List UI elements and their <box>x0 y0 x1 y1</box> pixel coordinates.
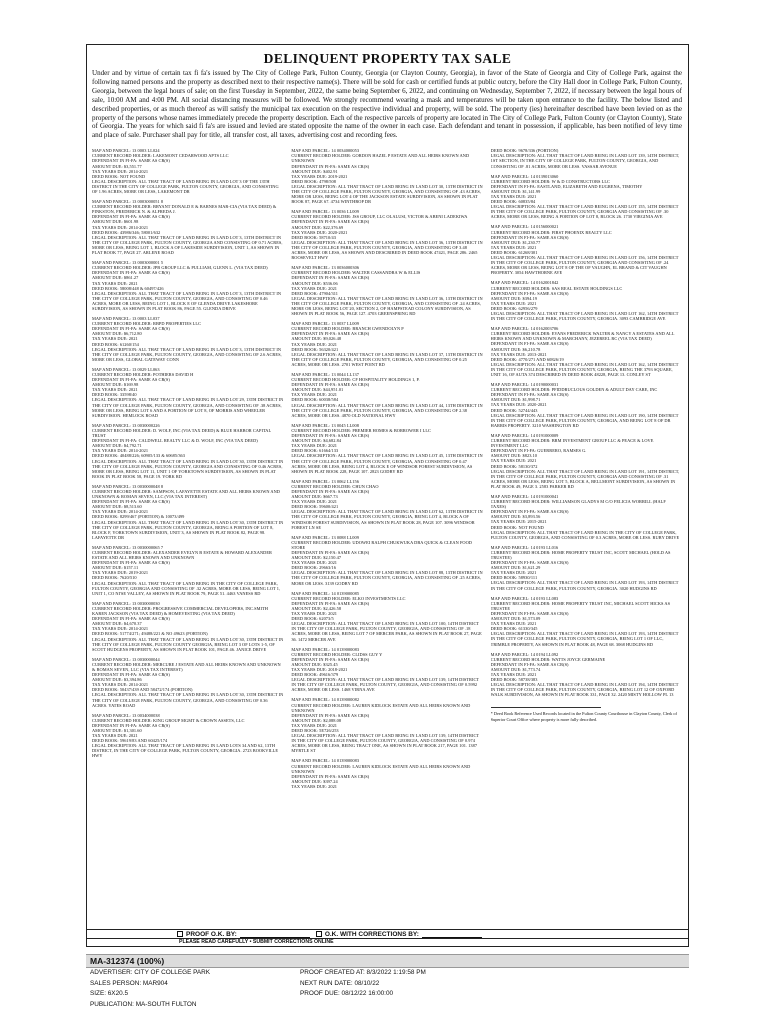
parcel-line: LEGAL DESCRIPTION: ALL THAT TRACT OF LAND BEING IN LAND LOT 30, 13TH DISTRICT IN THE CITY OF COLLEGE PARK, FULTON COUNTY, GEORGIA, AND CONSISTING OF .43 ACRES, MORE OR LESS, BEING LOT 4 OF THE JACKSON ESTATE SUBDIVISION, AS SHOWN IN PLAT BOOK 87, PAGE 67. 4734 WINTHROP DR <box>291 183 483 205</box>
parcel-line: DEED BOOK: 62956/279 <box>490 305 538 311</box>
parcel-line: MAP AND PARCEL: 13 0062 LL156 <box>291 478 359 484</box>
parcel-line: TAX YEARS DUE: 2021 <box>490 570 537 576</box>
parcel-entry <box>291 697 482 753</box>
parcel-line: LEGAL DESCRIPTION: ALL THAT TRACT OF LAND BEING IN LAND LOT 3 OF THE 13TH DISTRICT IN THE CITY OF COLLEGE PARK, FULTON COUNTY, GEORGIA, AND CONSISTING OF 1.96 ACRES, MORE OR LESS, LAKEMONT DR <box>92 178 279 194</box>
parcel-line: CURRENT RECORD HOLDER: D. WOLF, INC (VIA TAX DEED) & BLUE HARBOR CAPITAL TRUST <box>92 427 272 439</box>
parcel-line: DEED BOOK: 61664/133 <box>291 448 339 454</box>
parcel-line: AMOUNT DUE: $1,773.74 <box>490 666 541 672</box>
parcel-line: LEGAL DESCRIPTION: ALL THAT TRACT OF LAND BEING IN THE CITY OF COLLEGE PARK, FULTON COUNTY, GEORGIA AND CONSISTING OF .32 ACRES, MORE OR LESS, BEING LOT 1, UNIT 1, CO NI'SE VALLEY, AS SHOWN IN PLAT BOOK 79, PAGE 51. 4463 VANESS RD <box>92 580 281 596</box>
parcel-line: CURRENT RECORD HOLDER: POTHIERS DAVID H <box>92 372 194 377</box>
parcel-line: LEGAL DESCRIPTION: ALL THAT TRACT OF LAND BEING IN THE CITY OF COLLEGE PARK, FULTON COUNTY, GEORGIA, AND CONSISTING OF 0.3 ACRES, MORE OR LESS. RUBY DRIVE <box>490 529 680 540</box>
parcel-entry <box>92 367 283 418</box>
parcel-line: DEED BOOK: 4770/271 AND 60826/19 <box>490 356 564 362</box>
legal-notice <box>86 44 689 930</box>
ad-id: MA-312374 (100%) <box>86 954 689 968</box>
ad-size: SIZE: 6X20.5 <box>90 990 129 997</box>
parcel-line: DEED BOOK: 52744/443 <box>490 407 538 413</box>
parcel-line: DEED BOOK: 7620/510 <box>92 575 137 581</box>
parcel-line: CURRENT RECORD HOLDER: ALEXANDER EVELYN B ESTATE & HOWARD ALEXANDER ESTATE AND ALL HEIRS KNOWN AND UNKNOWN <box>92 550 272 561</box>
parcel-line: LEGAL DESCRIPTION: ALL THAT TRACT OF LAND BEING IN LAND LOT 62, 13TH DISTRICT IN THE CITY OF COLLEGE PARK, FULTON COUNTY, GEORGIA, BEING LOT 4, BLOCK A OF WINDSOR FOREST SUBDIVISION, AS SHOWN IN PLAT BOOK 28, PAGE 107. 3096 WINDSOR FOREST LN SE <box>291 509 483 530</box>
parcel-line: DEFENDANT IN FI-FA: SAME AS CR(S) <box>92 672 170 678</box>
parcel-entry <box>491 433 682 489</box>
parcel-line: TAX YEARS DUE: 2019-2021 <box>92 570 149 576</box>
parcel-line: CURRENT RECORD HOLDER: HOME PROPERTY TRUST INC, SCOTT MICHAEL (HOLD AS TRUSTEE) <box>490 549 671 560</box>
parcel-line: AMOUNT DUE: $1,621.29 <box>490 565 541 571</box>
parcel-line: DEED BOOK: 59619/83 AND 60425/174 <box>92 738 168 744</box>
parcel-entry <box>92 316 283 362</box>
parcel-line: TAX YEARS DUE: 2018-2021 <box>291 666 348 672</box>
parcel-line: AMOUNT DUE: $4,682.84 <box>291 438 342 444</box>
parcel-line: DEED BOOK: 60038/584 <box>291 397 339 403</box>
parcel-line: TAX YEARS DUE: 2014-2021 <box>92 626 149 632</box>
parcel-line: TAX YEARS DUE: 2014-2021 <box>92 682 149 688</box>
parcel-line: DEED BOOK: 58710/43 <box>291 234 336 240</box>
parcel-line: CURRENT RECORD HOLDER: HOME PROPERTY TRUST INC, MICHAEL SCOTT HICKS AS TRUSTEE <box>490 600 671 611</box>
parcel-column-3 <box>491 148 682 928</box>
parcel-line: TAX YEARS DUE: 2020-2021 <box>291 229 348 235</box>
parcel-line: TAX YEARS DUE: 2021 <box>291 783 338 789</box>
parcel-entry <box>291 479 482 530</box>
parcel-entry <box>92 713 283 759</box>
parcel-line: DEFENDANT IN FI-FA: SAME AS CR(S) <box>291 773 370 779</box>
parcel-line: AMOUNT DUE: $169.98 <box>92 382 139 388</box>
parcel-line: AMOUNT DUE: $2,150.47 <box>291 555 342 561</box>
publication: PUBLICATION: MA-SOUTH FULTON <box>90 1000 197 1008</box>
parcel-line: LEGAL DESCRIPTION: ALL THAT TRACT OF LAND BEING IN LAND LOT 193, 14TH DISTRICT IN THE CITY OF COLLEGE PARK, FULTON COUNTY, GEORGIA. 3020 HUDGINS RD <box>490 580 679 591</box>
parcel-line: DEED BOOK: 58738/383 <box>490 677 538 683</box>
parcel-line: CURRENT RECORD HOLDER: KING GROUP MGMT & CROWN ASSETS, LLC <box>92 717 245 723</box>
parcel-line: LEGAL DESCRIPTION: ALL THAT TRACT OF LAND BEING IN LAND LOT 100, 14TH DISTRICT IN THE CITY OF COLLEGE PARK, FULTON COUNTY, GEORGIA, AND CONSISTING OF .18 ACRES, MORE OR LESS, BEING LOT 7 OF MERCER PARK, AS SHOWN IN PLAT BOOK 27, PAGE 36. 1472 MERCER AVE <box>291 621 482 642</box>
parcel-line: DEFENDANT IN FI-FA: SAME AS CR(S) <box>291 433 370 439</box>
parcel-columns <box>92 148 682 928</box>
parcel-line: DEED BOOK: 29663/16 <box>291 565 336 571</box>
parcel-line: DEED BOOK: 49616/379 <box>291 672 339 678</box>
parcel-line: AMOUNT DUE: $4,792.71 <box>92 443 142 449</box>
parcel-entry <box>291 647 482 693</box>
parcel-line: MAP AND PARCEL: 14 0139000082 <box>291 697 360 703</box>
corrections-label: O.K. WITH CORRECTIONS BY: <box>324 930 419 938</box>
parcel-line: DEFENDANT IN FI-FA: SAME AS CR(S) <box>490 661 569 667</box>
parcel-line: CURRENT RECORD HOLDER: CF HOSPITALITY HOLDINGS 1, P. <box>291 377 420 383</box>
parcel-line: CURRENT RECORD HOLDER: MERCURE J ESTATE AND ALL HEIRS KNOWN AND UNKNOWN & ROMAN SEVEN, LLC (VIA TAX INTEREST) <box>92 661 281 672</box>
parcel-line: DEFENDANT IN FI-FA: SAME AS CR(S) <box>490 234 569 240</box>
parcel-line: DEFENDANT IN FI-FA: SAME AS CR(S) <box>291 163 370 169</box>
parcel-line: CURRENT RECORD HOLDER: GORDON HAZEL P ESTATE AND ALL HEIRS KNOWN AND UNKNOWN <box>291 153 470 164</box>
parcel-line: TAX YEARS DUE: 2021 <box>490 244 537 250</box>
parcel-line: DEED BOOK: 59600/421 <box>291 504 339 510</box>
parcel-line: DEED BOOK: 56320/421 <box>291 346 339 352</box>
proof-ok-checkbox[interactable] <box>177 931 183 937</box>
parcel-line: AMOUNT DUE: $3,551.77 <box>92 163 142 169</box>
parcel-line: AMOUNT DUE: $394.19 <box>490 295 538 301</box>
parcel-line: TAX YEARS DUE: 2021 <box>291 722 338 728</box>
sales-person: SALES PERSON: MAR904 <box>90 979 168 987</box>
parcel-line: MAP AND PARCEL: 13 0030000065 7 <box>92 544 164 550</box>
parcel-line: DEFENDANT IN FI-FA: SAME AS CR(S) <box>490 610 569 616</box>
parcel-line: AMOUNT DUE: $9,026.48 <box>291 336 342 342</box>
parcel-line: MAP AND PARCEL: 13 0034000038 <box>92 712 160 718</box>
parcel-line: AMOUNT DUE: $325.45 <box>291 661 338 667</box>
proof-ok-label: PROOF O.K. BY: <box>186 930 237 938</box>
parcel-line: LEGAL DESCRIPTION: ALL THAT TRACT OF LAND BEING IN LAND LOT 3, 13TH DISTRICT IN THE CITY OF COLLEGE PARK, FULTON COUNTY, GEORGIA AND CONSISTING OF 0.71 ACRES, MORE OR LESS, BEING LOT 1, BLOCK A OF LAKESIDE SUBDIVISION, UNIT 1, AS SHOWN IN PLAT BOOK 77, PAGE 27. ARLENE ROAD <box>92 234 283 256</box>
parcel-line: MAP AND PARCEL: 14 0191000041 <box>490 493 559 499</box>
parcel-line: DEED BOOK: 47904/311 <box>291 290 339 296</box>
parcel-line: LEGAL DESCRIPTION: ALL THAT TRACT OF LAND BEING IN LAND LOT 3, 13TH DISTRICT IN THE CITY OF COLLEGE PARK, FULTON COUNTY, GEORGIA, AND CONSISTING OF 0.46 ACRES, MORE OR LESS, BEING LOT 1, BLOCK E OF GLENDA DRIVE LAKESHORE SUBDIVISION, AS SHOWN IN PLAT BOOK 86, PAGE 55. GLENDA DRIVE <box>92 290 282 311</box>
parcel-line: DEFENDANT IN FI-FA: SAME AS CR(S) <box>490 290 569 296</box>
parcel-line: LEGAL DESCRIPTION: ALL THAT TRACT OF LAND BEING IN LAND LOT 194, 14TH DISTRICT IN THE CITY OF COLLEGE PARK, FULTON COUNTY, GEORGIA, BEING LOT 12 OF OXFORD WALK SUBDIVISION, AS SHOWN IN PLAT BOOK 331, PAGE 32. 2420 MISTY HOLLOW PL 13 <box>490 682 679 698</box>
parcel-line: AMOUNT DUE: $6,210.78 <box>490 346 541 352</box>
parcel-line: DEFENDANT IN FI-FA: SAME AS CR(S) <box>291 275 370 281</box>
parcel-entry <box>291 758 482 789</box>
parcel-line: AMOUNT DUE: $861.27 <box>92 275 139 281</box>
parcel-line: DEED BOOK: 9678/336 (PORTION) <box>490 148 559 154</box>
parcel-line: MAP AND PARCEL: 13 0030000226 <box>92 422 160 428</box>
parcel-line: TAX YEARS DUE: 2021 <box>92 280 138 286</box>
parcel-line: MAP AND PARCEL: 14 0193 LL016 <box>490 544 559 550</box>
parcel-line: MAP AND PARCEL: 13 0045 LL008 <box>291 422 359 428</box>
parcel-line: LEGAL DESCRIPTION: ALL THAT TRACT OF LAND BEING IN LAND LOT 30, 13TH DISTRICT IN THE CITY OF COLLEGE PARK, FULTON COUNTY GEORGIA, BEING LOT 3 OF LOTS 1-5, OF SCOTT HUDGENS PROPERTY, AS SHOWN IN PLAT BOOK 101, PAGE 46. JANICE DRIVE <box>92 636 284 652</box>
notice-title: DELINQUENT PROPERTY TAX SALE <box>263 51 512 66</box>
parcel-line: DEFENDANT IN FI-FA: SAME AS CR(S) <box>92 616 170 622</box>
proof-bar <box>86 930 689 939</box>
next-run-date: NEXT RUN DATE: 08/10/22 <box>300 979 380 987</box>
parcel-line: DEFENDANT IN FI-FA: SAME AS CR(S) <box>92 270 170 276</box>
parcel-line: DEFENDANT IN FI-FA: SAME AS CR(S) <box>92 560 170 566</box>
parcel-line: DEFENDANT IN FI-FA: SAME AS CR(S) <box>490 341 569 347</box>
parcel-line: DEED BOOK: 5E726/253 <box>291 728 339 733</box>
parcel-line: MAP AND PARCEL: 13 0036 LL009 <box>291 209 359 215</box>
parcel-line: TAX YEARS DUE: 2021 <box>490 671 537 677</box>
parcel-line: MAP AND PARCEL: 14 0156000021 <box>490 224 559 230</box>
parcel-line: DEFENDANT IN FI-FA: SAME AS CR(S) <box>92 214 170 220</box>
parcel-line: MAP AND PARCEL: 13 0030000030 <box>92 600 160 606</box>
parcel-line: AMOUNT DUE: $3,394.86 <box>92 677 142 683</box>
parcel-line: TAX YEARS DUE: 2014-2021 <box>92 224 149 230</box>
parcel-entry <box>92 423 283 479</box>
parcel-line: DEED BOOK: 61330/345 <box>490 626 538 632</box>
parcel-line: CURRENT RECORD HOLDER: PROGRESSIVE COMMERCIAL DEVELOPERS, INC.SMITH KAREN JACKSON (VIA TAX DEED) & HOMEVESTING (VIA TAX DEED) <box>92 605 268 617</box>
parcel-line: TAX YEARS DUE: 2021 <box>92 387 138 393</box>
parcel-line: LEGAL DESCRIPTION: ALL THAT TRACT OF LAND BEING IN LAND LOT 191, 14TH DISTRICT, IN THE CITY OF COLLEGE PARK, FULTON COUNTY, GEORGIA AND CONSISTING OF .31 ACRES, MORE OR LESS, BEING LOT 5, BLOCK A, BELLMONT SUBDIVISION, AS SHOWN IN PLAT BOOK 49, PAGE 3. 2583 PARKER RD <box>490 468 680 489</box>
parcel-line: DEFENDANT IN FI-FA: CALDWELL REALTY LLC & D. WOLF, INC (VIA TAX DEED) <box>92 438 258 444</box>
parcel-line: CURRENT RECORD HOLDER: JSS GROUP, LLC OLALUSI, VICTOR & ABENI LADEKIWA <box>291 214 468 220</box>
parcel-line: DEED BOOK: NOT FOUND <box>92 173 146 179</box>
parcel-line: DEFENDANT IN FI-FA: SAME AS CR(S) <box>490 392 569 398</box>
parcel-line: MAP AND PARCEL: 13 0003 LL037 <box>92 316 160 322</box>
parcel-line: MAP AND PARCEL: 14 0139000085 <box>291 590 360 596</box>
parcel-line: MAP AND PARCEL: 14 0193 LL083 <box>490 595 559 601</box>
parcel-line: MAP AND PARCEL: 14 0139000083 <box>291 758 360 764</box>
parcel-line: CURRENT RECORD HOLDER: BRM INVESTMENT GROUP LLC & PEACE & LOVE INVESTMENT LLC <box>490 438 654 449</box>
parcel-line: CURRENT RECORD HOLDER: SAMPSON, LAFAYETTE ESTATE AND ALL HEIRS KNOWN AND UNKNOWN & ROMAN SEVEN, LLC (VIA TAX INTEREST) <box>92 488 280 500</box>
parcel-line: DEFENDANT IN FI-FA: SAME AS CR(S) <box>92 158 170 164</box>
parcel-line: TAX YEARS DUE: 2021 <box>490 194 537 199</box>
parcel-line: AMOUNT DUE: $1,230.77 <box>490 239 541 245</box>
proof-created: PROOF CREATED AT: 8/3/2022 1:19:58 PM <box>300 969 426 976</box>
parcel-entry <box>92 484 283 540</box>
parcel-column-2 <box>291 148 482 928</box>
parcel-line: AMOUNT DUE: $157.11 <box>92 565 139 571</box>
parcel-line: DEFENDANT IN FI-FA: SAME AS CR(S) <box>291 382 370 388</box>
parcel-line: CURRENT RECORD HOLDER: BRANCH GWENDOLYN P <box>291 326 404 332</box>
parcel-line: DEED BOOK: NOT FOUND <box>490 524 544 530</box>
parcel-line: AMOUNT DUE: $1,573.09 <box>490 616 541 622</box>
parcel-line: CURRENT RECORD HOLDER: LAUREN KIDLOCK ESTATE AND ALL HEIRS KNOWN AND UNKNOWN <box>291 763 471 774</box>
parcel-entry <box>491 382 682 428</box>
parcel-entry <box>491 326 682 377</box>
parcel-line: CURRENT RECORD HOLDER: PFIDDRUCLOUS GOLDEN & ADULT DAY CARE, INC <box>490 387 658 393</box>
parcel-line: LEGAL DESCRIPTION: ALL THAT TRACT OF LAND BEING IN LAND LOT 3, 13TH DISTRICT IN THE CITY OF COLLEGE PARK, FULTON COUNTY, GEORGIA, AND CONSISTING OF 2.6 ACRES, MORE OR LESS, GLOBAL GATEWAY CONN <box>92 346 282 362</box>
parcel-line: TAX YEARS DUE: 2014-2021 <box>92 509 149 515</box>
parcel-line: AMOUNT DUE: $8,513.60 <box>92 504 142 510</box>
parcel-line: MAP AND PARCEL: 14 0162001842 <box>490 280 559 286</box>
parcel-line: LEGAL DESCRIPTION: ALL THAT TRACT OF LAND BEING IN LAND LOT 139, 14TH DISTRICT, 1ST SECTION, IN THE CITY OF COLLEGE PARK, FULTON COUNTY, GEORGIA, AND CONSISTING OF .81 ACRES, MORE OR LESS. VASSAR AVENUE <box>490 153 680 169</box>
parcel-column-1 <box>92 148 283 928</box>
parcel-line: LEGAL DESCRIPTION: ALL THAT TRACT OF LAND BEING IN LAND LOT 193, 14TH DISTRICT IN THE CITY OF COLLEGE PARK, FULTON COUNTY, GEORGIA, BEING LOT 1 OF LLC, TRIMBLE PROPERTY, AS SHOWN IN PLAT BOOK 48, PAGE 68. 3068 HUDGINS RD <box>490 631 679 647</box>
parcel-line: CURRENT RECORD HOLDER: FIRST PHOENIX REALTY LLC <box>490 229 612 235</box>
parcel-line: CURRENT RECORD HOLDER: RBPD PROPERTIES LLC <box>92 321 202 327</box>
parcel-line: LEGAL DESCRIPTION: ALL THAT TRACT OF LAND BEING IN LAND LOT 30, 13TH DISTRICT IN THE CITY OF COLLEGE PARK, FULTON COUNTY, GEORGIA AND CONSISTING OF 0.46 ACRES, MORE OR LESS, BEING LOT 11, UNIT 1 OF YORKTOWN SUBDIVISION, AS SHOWN IN PLAT BOOK IN PLAT BOOK 58, PAGE 19. YORK RD <box>92 458 284 479</box>
parcel-line: CURRENT RECORD HOLDER: WALTER CASSANDRA W & ELLIS <box>291 270 421 276</box>
parcel-line: TAX YEARS DUE: 2021 <box>490 621 537 627</box>
parcel-line: MAP AND PARCEL: 14 0034000053 <box>291 148 360 154</box>
parcel-entry <box>491 280 682 321</box>
parcel-line: DEFENDANT IN FI-FA: SAME AS CR(S) <box>490 560 569 566</box>
parcel-line: MAP AND PARCEL: 13 0036000306 <box>291 265 360 271</box>
parcel-line: DEED BOOK: 33598/40 <box>92 392 137 398</box>
corrections-signature-line[interactable] <box>422 931 482 938</box>
parcel-line: LEGAL DESCRIPTION: ALL THAT TRACT OF LAND BEING IN LAND LOT 139, 14TH DISTRICT IN THE CITY OF COLLEGE PARK, FULTON COUNTY, GEORGIA, AND CONSISTING OF 0.974 ACRES, MORE OR LESS, BEING TRACT ONE, AS SHOWN IN PLAT BOOK 217, PAGE 101. 1387 MYRTLE ST <box>291 733 480 754</box>
parcel-entry <box>491 174 682 220</box>
parcel-line: LEGAL DESCRIPTION: ALL THAT TRACT OF LAND BEING IN LAND LOT 45, 13TH DISTRICT IN THE CITY OF COLLEGE PARK, FULTON COUNTY, GEORGIA, AND CONSISTING OF 0.47 ACRES, MORE OR LESS, BEING LOT 4, BLOCK E OF WINDSOR FOREST SUBDIVISION, AS SHOWN IN PLAT BOOK 228, PAGE 107. 2823 GODBY RD <box>291 453 483 474</box>
parcel-line: TAX YEARS DUE: 2021 <box>291 285 338 291</box>
parcel-line: CURRENT RECORD HOLDER: CLIDSS GUY Y <box>291 651 383 657</box>
parcel-line: MAP AND PARCEL: 13 0003 LL024 <box>92 148 160 154</box>
parcel-entry <box>291 535 482 586</box>
parcel-line: LEGAL DESCRIPTION: ALL THAT TRACT OF LAND BEING IN LAND LOT 36, 13TH DISTRICT IN THE CITY OF COLLEGE PARK, FULTON COUNTY, GEORGIA, AND CONSISTING OF .24 ACRES, MORE OR LESS, BEING LOT 20, SECTION 2, OF HAMPSTEAD COLONY SUBDIVISION, AS SHOWN IN PLAT BOOK 56, PAGE 127. 4703 GREENSPRING RD <box>291 295 483 317</box>
parcel-line: CURRENT RECORD HOLDER: W & D CONSTRUCTORS LLC <box>490 178 610 184</box>
parcel-line: MAP AND PARCEL: 13 0044 LL137 <box>291 372 359 377</box>
parcel-entry <box>491 148 682 168</box>
parcel-line: MAP AND PARCEL: 13 0030000044 <box>92 656 160 662</box>
corrections-checkbox[interactable] <box>316 931 322 937</box>
parcel-entry <box>491 224 682 275</box>
parcel-line: MAP AND PARCEL: 13 0037 LL009 <box>291 321 359 327</box>
parcel-line: MAP AND PARCEL: 14 0139000083 <box>291 646 360 652</box>
parcel-line: MAP AND PARCEL: 14 0139013060 <box>490 173 559 179</box>
parcel-line: AMOUNT DUE: $44,951.01 <box>291 387 344 393</box>
parcel-line: TAX YEARS DUE: 2015-2021 <box>490 519 547 525</box>
parcel-line: LEGAL DESCRIPTION: ALL THAT TRACT OF LAND BEING IN LAND LOT 156, 14TH DISTRICT IN THE CITY OF COLLEGE PARK, FULTON COUNTY, GEORGIA AND CONSISTING OF .24 ACRES, MORE OR LESS, BEING LOT 8 OF THE OF VAUGHN, EL BRAND & CIT VAUGHN PROPERTY. 3054 HAWTHORNE AVE <box>490 255 679 276</box>
parcel-line: CURRENT RECORD HOLDER: WILLIAMSON GLADYS M C/O FELICIA WORRILL (HALF TAXES) <box>490 499 666 510</box>
parcel-line: TAX YEARS DUE: 2014-2021 <box>92 448 149 454</box>
parcel-entry <box>491 545 682 591</box>
parcel-line: DEFENDANT IN FI-FA: SAME AS CR(S) <box>92 326 170 332</box>
ad-details <box>86 968 689 1010</box>
proof-instruction: PLEASE READ CAREFULLY • SUBMIT CORRECTIONS ONLINE <box>86 939 689 947</box>
parcel-line: LEGAL DESCRIPTION: ALL THAT TRACT OF LAND BEING IN LAND LOT 155, 14TH DISTRICT IN THE CITY OF COLLEGE PARK, FULTON COUNTY, GEORGIA AND CONSISTING OF .30 ACRES, MORE OR LESS, BEING A PORTION OF LOT 8, BLOCK 26. 1730 VIRGINIA AVE <box>490 204 679 220</box>
parcel-line: AMOUNT DUE: $536.06 <box>291 280 338 286</box>
parcel-line: LEGAL DESCRIPTION: ALL THAT TRACT OF LAND BEING IN LAND LOT 30, 13TH DISTRICT IN THE CITY OF COLLEGE PARK, FULTON COUNTY, GEORGIA, BEING A PORTION OF LOT 8, BLOCK F, YORKTOWN SUBDIVISION, UNIT 3, AS SHOWN IN PLAT BOOK 82, PAGE 98. LAFAYETTE DR <box>92 519 284 540</box>
parcel-line: MAP AND PARCEL: 14 0190000031 <box>490 382 559 388</box>
parcel-line: AMOUNT DUE: $667.73 <box>291 494 338 500</box>
parcel-line: DEFENDANT IN FI-FA: SAME AS CR(S) <box>291 331 370 337</box>
parcel-entry <box>491 652 682 698</box>
parcel-line: LEGAL DESCRIPTION: ALL THAT TRACT OF LAND BEING IN LAND LOT 29, 13TH DISTRICT IN THE CITY OF COLLEGE PARK, FULTON COUNTY, GEORGIA, AND CONSISTING OF .38 ACRES, MORE OR LESS, BEING LOT 6 AND A PORTION OF LOT 8, OF MORRIS AND WHEELER SUBDIVISION. HEMLOCK ROAD <box>92 397 284 418</box>
parcel-line: DEED BOOK: 40488/226; 60905/133 & 60685/363 <box>92 453 186 459</box>
parcel-line: CURRENT RECORD HOLDER: BRYANT DONALD E & BARNES MAR-CIA (VIA TAX DEED) & PINKSTON, FREDERICK N. & ALFREDA J. <box>92 204 277 215</box>
parcel-line: MAP AND PARCEL: 13 0088 LL009 <box>291 534 359 540</box>
parcel-line: AMOUNT DUE: $1,301.60 <box>92 728 142 733</box>
parcel-line: MAP AND PARCEL: 14 0162003706 <box>490 326 559 332</box>
parcel-line: AMOUNT DUE: $2,088.08 <box>291 717 342 723</box>
parcel-line: CURRENT RECORD HOLDER: LAUREN KIDLOCK ESTATE AND ALL HEIRS KNOWN AND UNKNOWN <box>291 702 471 713</box>
parcel-line: TAX YEARS DUE: 2021 <box>291 560 338 566</box>
parcel-line: DEED BOOK: 43986/346; 58001/632 <box>92 229 161 235</box>
parcel-line: DEED BOOK: 62073/5 <box>291 616 334 622</box>
parcel-line: TAX YEARS DUE: 2014-2021 <box>92 168 149 174</box>
parcel-line: MAP AND PARCEL: 13 0003000051 8 <box>92 199 164 205</box>
ad-metadata <box>86 954 689 1010</box>
parcel-line: MAP AND PARCEL: 14 0194 LL092 <box>490 651 559 657</box>
parcel-line: AMOUNT DUE: $6,712.80 <box>92 331 142 337</box>
parcel-entry <box>92 199 283 255</box>
parcel-line: LEGAL DESCRIPTION: ALL THAT TRACT OF LAND BEING IN LAND LOT 44, 13TH DISTRICT IN THE CITY OF COLLEGE PARK, FULTON COUNTY, GEORGIA, AND CONSISTING OF 2.38 ACRES, MORE OR LESS. 4870 OLD NATIONAL HWY <box>291 402 483 418</box>
parcel-entry <box>291 423 482 474</box>
parcel-entry <box>291 321 482 367</box>
parcel-line: DEED BOOK: 8299/467 (PORTION) & 10073/499 <box>92 514 185 520</box>
notice-intro: Under and by virtue of certain tax fi fa's issued by The City of College Park, Fulton County, Georgia (or Clayton County, Georgia), in favor of the State of Georgia and City of College Park, against the following named persons and the property as described next to their respective name(s). There will be sold for cash or certified funds at public outcry, before the City Hall door in College Park, Fulton County, Georgia, between the legal hours of sale; on the first Tuesday in September, 2022, the same being September 6, 2022, and continuing on Wednesday, September 7, 2022, if necessary between the legal hours of sale, 10:00 AM and 4:00 PM. All social distancing measures will be followed. We strongly recommend wearing a mask and temperatures will be taken upon entrance to the facility. The below listed and described properties, or as much thereof as will satisfy the municipal tax execution on the respective individual and property, will be sold. The property (ies) hereinafter described have been levied on as the property of the persons whose names immediately precede the property description. Each of the respective parcels of property are located in The City of College Park, Fulton County (or Clayton County), State of Georgia. The years for which said fi fa's are issued and levied are stated opposite the name of the owner in each case. Each defendant and tenant in possession, if applicable, has been notified of levy time and place of sale. Purchaser shall pay for title, all transfer cost, all taxes, advertising cost and recording fees. <box>92 69 682 140</box>
parcel-line: DEFENDANT IN FI-FA: SAME AS CR(S) <box>291 712 370 718</box>
parcel-line: CURRENT RECORD HOLDER: PREMIER HOMES & BORROWER I LLC <box>291 427 431 433</box>
parcel-line: DEED BOOK: 61268/301 <box>490 249 538 255</box>
proof-ok-signature-line[interactable] <box>240 931 310 938</box>
parcel-line: DEED BOOK: 51774/271; 49488/221 & NO 49623 (PORTION) <box>92 631 208 637</box>
parcel-line: TAX YEARS DUE: 2021 <box>92 733 138 739</box>
parcel-line: TAX YEARS DUE: 2021 <box>92 336 138 342</box>
parcel-line: DEFENDANT IN FI-FA: SAME AS CR(S) <box>291 600 370 606</box>
parcel-line: TAX YEARS DUE: 2013-2021 <box>490 351 547 357</box>
parcel-entry <box>291 591 482 642</box>
parcel-line: CURRENT RECORD HOLDER: ELKO INVESTMENTS LLC <box>291 595 406 601</box>
parcel-line: DEED BOOK: 61260/154 <box>92 341 139 347</box>
parcel-entry <box>491 596 682 647</box>
parcel-line: TAX YEARS DUE: 2021 <box>291 443 338 449</box>
advertiser: ADVERTISER: CITY OF COLLEGE PARK <box>90 969 211 976</box>
parcel-line: LEGAL DESCRIPTION: ALL THAT TRACT OF LAND BEING IN LAND LOTS 34 AND 62, 13TH DISTRICT, IN THE CITY OF COLLEGE PARK, FULTON COUNTY, GEORGIA. 2723 BOOKVILLE HWY <box>92 743 279 759</box>
parcel-line: LEGAL DESCRIPTION: ALL THAT TRACT OF LAND BEING IN LAND LOT 88, 13TH DISTRICT IN THE CITY OF COLLEGE PARK, FULTON COUNTY, GEORGIA, AND CONSISTING OF .25 ACRES, MORE OR LESS. 3139 GODBY RD <box>291 570 483 586</box>
parcel-line: DEED BOOK: 58008/448 & 60497/426 <box>92 285 164 291</box>
parcel-line: DEED BOOK: 58130/372 <box>490 463 538 469</box>
parcel-line: CURRENT RECORD HOLDER: SAS REAL ESTATE HOLDINGS LLC <box>490 285 623 291</box>
parcel-line: TAX YEARS DUE: 2020-2021 <box>490 402 547 408</box>
parcel-line: DEFENDANT IN FI-FA: GUERRERO, RAMSES G. <box>490 448 587 454</box>
parcel-line: DEFENDANT IN FI-FA: SAME AS CR(S) <box>92 377 170 383</box>
parcel-entry <box>92 601 283 652</box>
parcel-line: DEFENDANT IN FI-FA: SAME AS CR(S) <box>92 499 170 505</box>
parcel-line: DEFENDANT IN FI-FA: SAME AS CR(S) <box>92 722 170 728</box>
parcel-line: CURRENT RECORD HOLDER: CHUN CHAO <box>291 483 379 489</box>
proof-due: PROOF DUE: 08/12/22 16:00:00 <box>300 990 394 997</box>
parcel-line: DEED BOOK: 60835/84 <box>490 199 536 205</box>
parcel-entry <box>92 260 283 311</box>
parcel-line: LEGAL DESCRIPTION: ALL THAT TRACT OF LAND BEING IN LAND LOT 162, 14TH DISTRICT IN THE CITY OF COLLEGE PARK, FULTON COUNTY, GEORGIA. 3093 CAMBRIDGE AVE <box>490 310 679 322</box>
parcel-entry <box>291 372 482 418</box>
parcel-line: AMOUNT DUE: $601.98 <box>92 219 139 225</box>
parcel-line: MAP AND PARCEL: 13 0029 LL063 <box>92 366 160 372</box>
parcel-line: AMOUNT DUE: $1,998.71 <box>490 397 541 403</box>
parcel-line: LEGAL DESCRIPTION: ALL THAT TRACT OF LAND BEING IN LAND LOT 30, 13TH DISTRICT IN THE CITY OF COLLEGE PARK, FULTON COUNTY, GEORGIA, AND CONSISTING OF 0.36 ACRES. YATES ROAD <box>92 692 284 708</box>
parcel-line: TAX YEARS DUE: 2021 <box>291 611 338 617</box>
parcel-line: DEFENDANT IN FI-FA: EASTLAND, ELIZABETH AND EUGRENA, TIMOTHY <box>490 183 643 189</box>
parcel-line: AMOUNT DUE: $823.10 <box>490 453 538 459</box>
parcel-entry <box>291 209 482 260</box>
footnote: * Deed Book Reference Used Records located in the Fulton County Courthouse in Clayton County, Clerk of Superior Court Office where property is more fully described. <box>490 711 677 722</box>
parcel-line: DEFENDANT IN FI-FA: SAME AS CR(S) <box>490 509 569 515</box>
parcel-line: DEED BOOK: 4798/508 <box>291 178 336 184</box>
parcel-line: CURRENT RECORD HOLDER: EVANS FREDERICK WALTER & NANCY A ESTATES AND ALL HEIRS KNOWN AND UNKNOWN & MARCHANY, JEZEREEL RC (VIA TAX DEED) <box>490 331 675 342</box>
parcel-line: TAX YEARS DUE: 2019-2021 <box>291 173 348 179</box>
parcel-line: CURRENT RECORD HOLDER: JPB GROUP LLC & PULLIAM, GLENN L. (VIA TAX DEED) <box>92 265 268 271</box>
parcel-line: TAX YEARS DUE: 2021 <box>490 300 537 306</box>
footnote-divider <box>491 707 601 708</box>
parcel-line: AMOUNT DUE: $397.24 <box>291 778 338 784</box>
parcel-line: TAX YEARS DUE: 2021 <box>291 392 338 398</box>
parcel-entry <box>291 265 482 316</box>
parcel-line: LEGAL DESCRIPTION: ALL THAT TRACT OF LAND BEING IN LAND LOT 37, 13TH DISTRICT IN THE CITY OF COLLEGE PARK, FULTON COUNTY, GEORGIA, AND CONSISTING OF 0.25 ACRES, MORE OR LESS. 2701 WEST POINT RD <box>291 351 483 367</box>
parcel-line: DEFENDANT IN FI-FA: SAME AS CR(S) <box>291 488 370 494</box>
parcel-line: MAP AND PARCEL: 14 0191000009 <box>490 432 559 438</box>
parcel-line: LEGAL DESCRIPTION: ALL THAT TRACT OF LAND BEING IN LAND LOT 190, 14TH DISTRICT IN THE CITY OF COLLEGE PARK, FULTON COUNTY, GEORGIA, AND BEING LOT 8 OF DR HARRIS PROPERTY. 3210 WASHINGTON RD <box>490 412 679 428</box>
parcel-entry <box>491 494 682 540</box>
parcel-line: TAX YEARS DUE: 2021 <box>291 341 338 347</box>
parcel-line: DEFENDANT IN FI-FA: SAME AS CR(S) <box>291 219 370 225</box>
parcel-line: LEGAL DESCRIPTION: ALL THAT TRACT OF LAND BEING IN LAND LOT 139, 14TH DISTRICT IN THE CITY OF COLLEGE PARK, FULTON COUNTY, GEORGIA, AND CONSISTING OF 0.5992 ACRES, MORE OR LESS. 1468 VIRNA AVE <box>291 677 480 693</box>
parcel-entry <box>92 545 283 596</box>
parcel-line: AMOUNT DUE: $2,426.58 <box>291 605 342 611</box>
parcel-line: LEGAL DESCRIPTION: ALL THAT TRACT OF LAND BEING IN LAND LOT 162, 14TH DISTRICT IN THE CITY OF COLLEGE PARK, FULTON COUNTY, GEORGIA, BEING THE 3793 SQUARE, UNIT 16, OF AUTA 374 DESCRIBED IN DEED BOOK 48228, PAGE 13. CONLEY ST <box>490 361 679 377</box>
parcel-line: DEED BOOK: 50437/439 AND 58472/174 (PORTION) <box>92 687 193 693</box>
parcel-line: MAP AND PARCEL: 13 0030000048 8 <box>92 483 164 489</box>
parcel-line: CURRENT RECORD HOLDER: LAKEMONT CEDARWOOD APTS LLC <box>92 153 229 159</box>
parcel-entry <box>291 148 482 204</box>
parcel-line: AMOUNT DUE: $3,893.56 <box>490 514 541 520</box>
parcel-entry <box>92 148 283 194</box>
parcel-entry <box>92 657 283 708</box>
parcel-line: CURRENT RECORD HOLDER: UDOWEI RALPH CHUKWUKA DBA QUICK & CLEAN FOOD STORE <box>291 539 472 550</box>
parcel-line: DEED BOOK: 58930/111 <box>490 575 538 581</box>
parcel-line: LEGAL DESCRIPTION: ALL THAT TRACT OF LAND BEING IN LAND LOT 36, 13TH DISTRICT IN THE CITY OF COLLEGE PARK, FULTON COUNTY, GEORGIA, AND CONSISTING OF 3.48 ACRES, MORE OR LESS, AS SHOWN AND DESCRIBED IN DEED BOOK 47421, PAGE 286. 2465 ROOSEVELT HWY <box>291 239 483 261</box>
parcel-line: AMOUNT DUE: $22,376.69 <box>291 224 344 230</box>
parcel-line: AMOUNT DUE: $402.91 <box>291 168 338 174</box>
parcel-line: AMOUNT DUE: $1,141.99 <box>490 188 541 194</box>
parcel-line: DEFENDANT IN FI-FA: SAME AS CR(S) <box>291 656 370 662</box>
parcel-line: MAP AND PARCEL: 13 0003000001 5 <box>92 260 164 266</box>
parcel-line: AMOUNT DUE: $4,670.37 <box>92 621 142 627</box>
parcel-line: TAX YEARS DUE: 2021 <box>490 458 537 464</box>
parcel-line: TAX YEARS DUE: 2021 <box>291 499 338 505</box>
parcel-line: CURRENT RECORD HOLDER: WATTS JOYCE GERMAINE <box>490 656 606 662</box>
parcel-line: DEFENDANT IN FI-FA: SAME AS CR(S) <box>291 550 370 555</box>
